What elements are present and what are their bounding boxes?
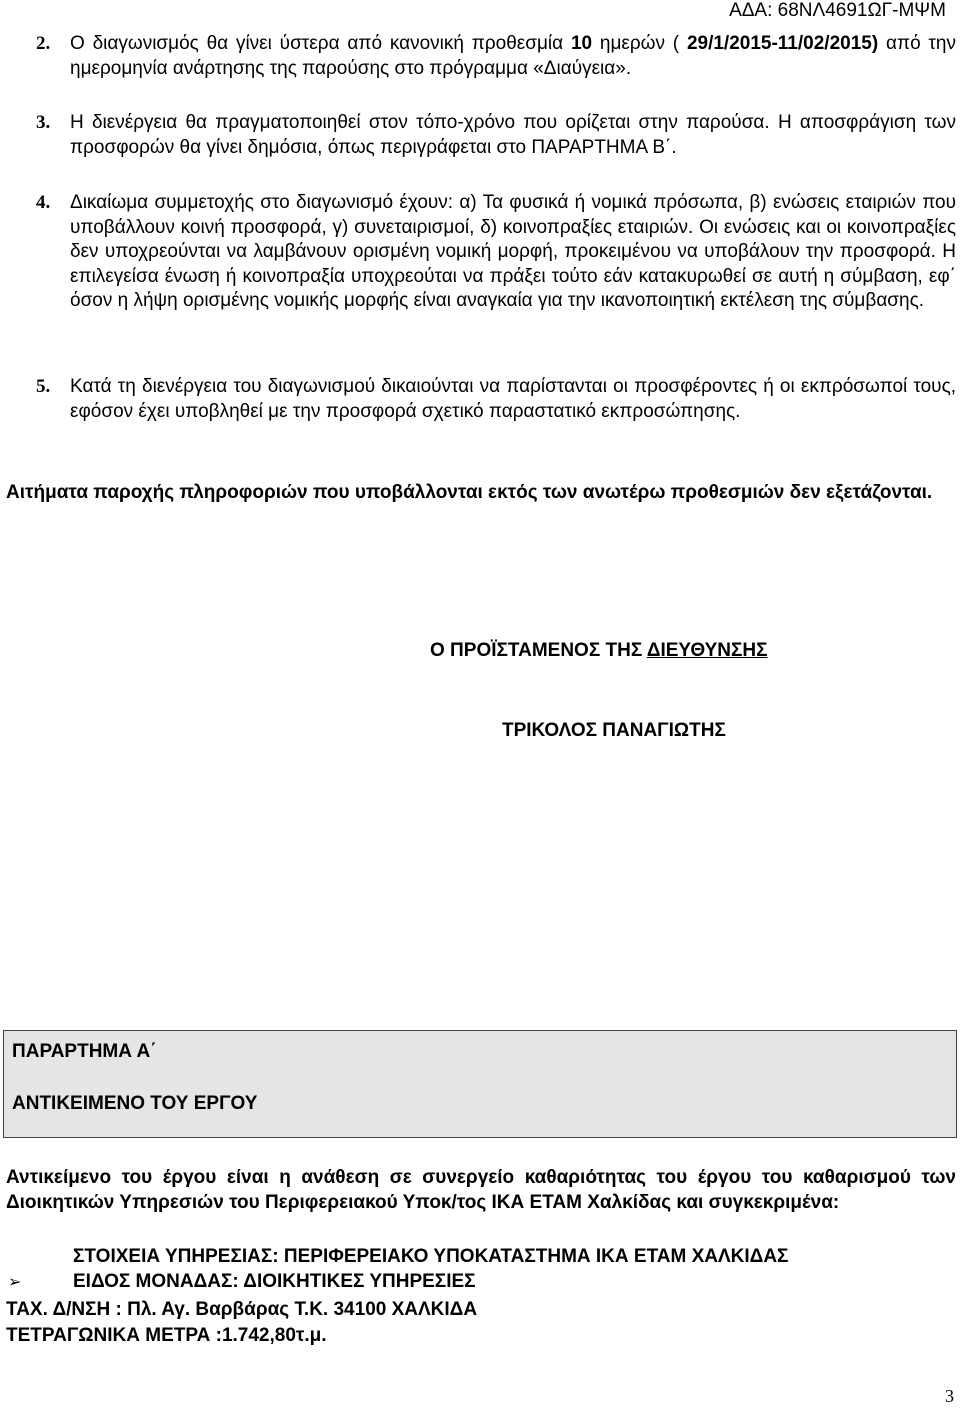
project-description: Αντικείμενο του έργου είναι η ανάθεση σε συνεργείο καθαριότητας του έργου του καθαρισμού των Διοικητικών Υπηρεσιών του Περιφερειακού Υποκ/τος ΙΚΑ ΕΤΑΜ Χαλκίδας και συγκεκριμένα: [6, 1167, 956, 1213]
item-text-part: ημερών ( [592, 33, 687, 54]
item-text: Κατά τη διενέργεια του διαγωνισμού δικαιούνται να παρίστανται οι προσφέροντες ή οι εκπρόσωποί τους, εφόσον έχει υποβληθεί με την προσφορά σχετικό παραστατικό εκπροσώπησης. [70, 376, 956, 422]
item-number: 2. [36, 33, 51, 54]
item-number: 4. [36, 192, 51, 213]
item-number: 3. [36, 112, 51, 133]
signature-title [430, 640, 768, 662]
deadline-dates: 29/1/2015-11/02/2015) [686, 33, 879, 54]
service-details: ΣΤΟΙΧΕΙΑ ΥΠΗΡΕΣΙΑΣ: ΠΕΡΙΦΕΡΕΙΑΚΟ ΥΠΟΚΑΤΑΣΤΗΜΑ ΙΚΑ ΕΤΑΜ ΧΑΛΚΙΔΑΣ [73, 1246, 789, 1267]
deadline-days: 10 [570, 33, 593, 54]
area-sqm: ΤΕΤΡΑΓΩΝΙΚΑ ΜΕΤΡΑ :1.742,80τ.μ. [6, 1325, 327, 1346]
item-text: Η διενέργεια θα πραγματοποιηθεί στον τόπο-χρόνο που ορίζεται στην παρούσα. Η αποσφράγιση των προσφορών θα γίνει δημόσια, όπως περιγράφεται στο ΠΑΡΑΡΤΗΜΑ Β΄. [70, 112, 956, 158]
list-item-2 [6, 32, 956, 81]
signature-title-text: Ο ΠΡΟΪΣΤΑΜΕΝΟΣ ΤΗΣ [430, 640, 647, 661]
signature-title-underlined: ΔΙΕΥΘΥΝΣΗΣ [646, 640, 768, 661]
annex-heading: ΠΑΡΑΡΤΗΜΑ Α΄ [12, 1041, 157, 1062]
item-number: 5. [36, 376, 51, 397]
postal-address: ΤΑΧ. Δ/ΝΣΗ : Πλ. Αγ. Βαρβάρας Τ.Κ. 34100 ΧΑΛΚΙΔΑ [6, 1299, 478, 1320]
unit-type: ΕΙΔΟΣ ΜΟΝΑΔΑΣ: ΔΙΟΙΚΗΤΙΚΕΣ ΥΠΗΡΕΣΙΕΣ [73, 1271, 476, 1292]
page-number: 3 [945, 1386, 954, 1406]
deadline-notice: Αιτήματα παροχής πληροφοριών που υποβάλλονται εκτός των ανωτέρω προθεσμιών δεν εξετάζονται. [6, 482, 933, 503]
list-item-3 [6, 111, 956, 160]
ada-code: ΑΔΑ: 68ΝΛ4691ΩΓ-ΜΨΜ [729, 0, 946, 21]
item-text-part: Ο διαγωνισμός θα γίνει ύστερα από κανονική προθεσμία [70, 33, 571, 54]
annex-heading-box [3, 1030, 957, 1138]
item-text: Δικαίωμα συμμετοχής στο διαγωνισμό έχουν: α) Τα φυσικά ή νομικά πρόσωπα, β) ενώσεις εταιριών που υποβάλλουν κοινή προσφορά, γ) συνεταιρισμοί, δ) κοινοπραξίες εταιριών. Οι ενώσεις και οι κοινοπραξίες δεν υποχρεούνται να λαμβάνουν ορισμένη νομική μορφή, προκειμένου να υποβάλουν την προσφορά. Η επιλεγείσα ένωση ή κοινοπραξία υποχρεούται να πράξει τούτο εάν κατακυρωθεί σε αυτή η σύμβαση, εφ΄ όσον η λήψη ορισμένης νομικής μορφής είναι αναγκαία για την ικανοποιητική εκτέλεση της σύμβασης. [70, 192, 956, 311]
item-text [70, 32, 956, 81]
list-item-5 [6, 375, 956, 424]
list-item-4 [6, 191, 956, 314]
arrow-bullet-icon: ➢ [8, 1274, 22, 1291]
signature-name: ΤΡΙΚΟΛΟΣ ΠΑΝΑΓΙΩΤΗΣ [502, 720, 726, 741]
item-text-part: από την ημερομηνία ανάρτησης της παρούσης στο πρόγραμμα «Διαύγεια». [70, 33, 957, 79]
annex-subheading: ΑΝΤΙΚΕΙΜΕΝΟ ΤΟΥ ΕΡΓΟΥ [12, 1093, 258, 1114]
